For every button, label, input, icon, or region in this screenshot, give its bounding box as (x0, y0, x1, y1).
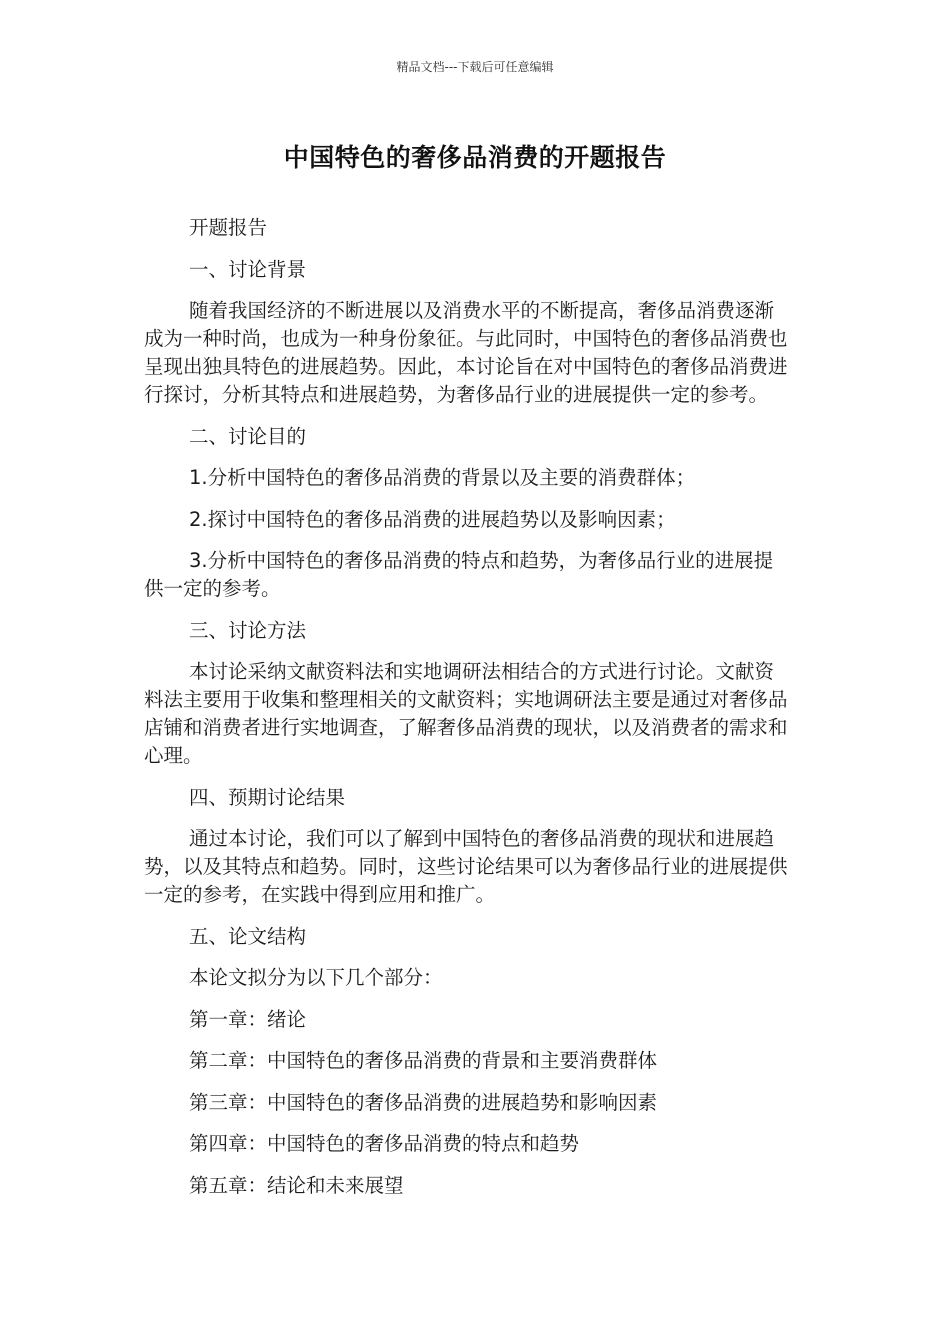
page-header-note: 精品文档---下载后可任意编辑 (396, 60, 554, 74)
purpose-item-1: 1.分析中国特色的奢侈品消费的背景以及主要的消费群体； (189, 466, 696, 489)
document-title: 中国特色的奢侈品消费的开题报告 (283, 143, 667, 172)
section-heading-purpose: 二、讨论目的 (189, 424, 307, 448)
chapter-item-5: 第五章：结论和未来展望 (189, 1173, 404, 1197)
paragraph-background: 随着我国经济的不断进展以及消费水平的不断提高，奢侈品消费逐渐成为一种时尚，也成为一种身份象征。与此同时，中国特色的奢侈品消费也呈现出独具特色的进展趋势。因此，本讨论旨在对中国特色的奢侈品消费进行探讨，分析其特点和进展趋势，为奢侈品行业的进展提供一定的参考。 (144, 299, 788, 406)
structure-intro: 本论文拟分为以下几个部分： (189, 966, 443, 989)
chapter-item-2: 第二章：中国特色的奢侈品消费的背景和主要消费群体 (189, 1049, 658, 1072)
section-heading-method: 三、讨论方法 (189, 618, 307, 642)
chapter-item-4: 第四章：中国特色的奢侈品消费的特点和趋势 (189, 1132, 580, 1155)
chapter-item-3: 第三章：中国特色的奢侈品消费的进展趋势和影响因素 (189, 1090, 658, 1114)
document-body (144, 214, 792, 1213)
section-heading-expected-results: 四、预期讨论结果 (189, 785, 346, 809)
paragraph-method: 本讨论采纳文献资料法和实地调研法相结合的方式进行讨论。文献资料法主要用于收集和整理相关的文献资料；实地调研法主要是通过对奢侈品店铺和消费者进行实地调查，了解奢侈品消费的现状，以及消费者的需求和心理。 (144, 660, 788, 767)
purpose-item-2: 2.探讨中国特色的奢侈品消费的进展趋势以及影响因素； (189, 507, 676, 531)
section-heading-structure: 五、论文结构 (189, 924, 307, 948)
chapter-item-1: 第一章：绪论 (189, 1007, 307, 1031)
subtitle-label: 开题报告 (189, 216, 268, 239)
section-heading-background: 一、讨论背景 (189, 257, 307, 281)
paragraph-expected-results: 通过本讨论，我们可以了解到中国特色的奢侈品消费的现状和进展趋势，以及其特点和趋势。同时，这些讨论结果可以为奢侈品行业的进展提供一定的参考，在实践中得到应用和推广。 (144, 827, 788, 906)
purpose-item-3: 3.分析中国特色的奢侈品消费的特点和趋势，为奢侈品行业的进展提供一定的参考。 (144, 549, 774, 600)
